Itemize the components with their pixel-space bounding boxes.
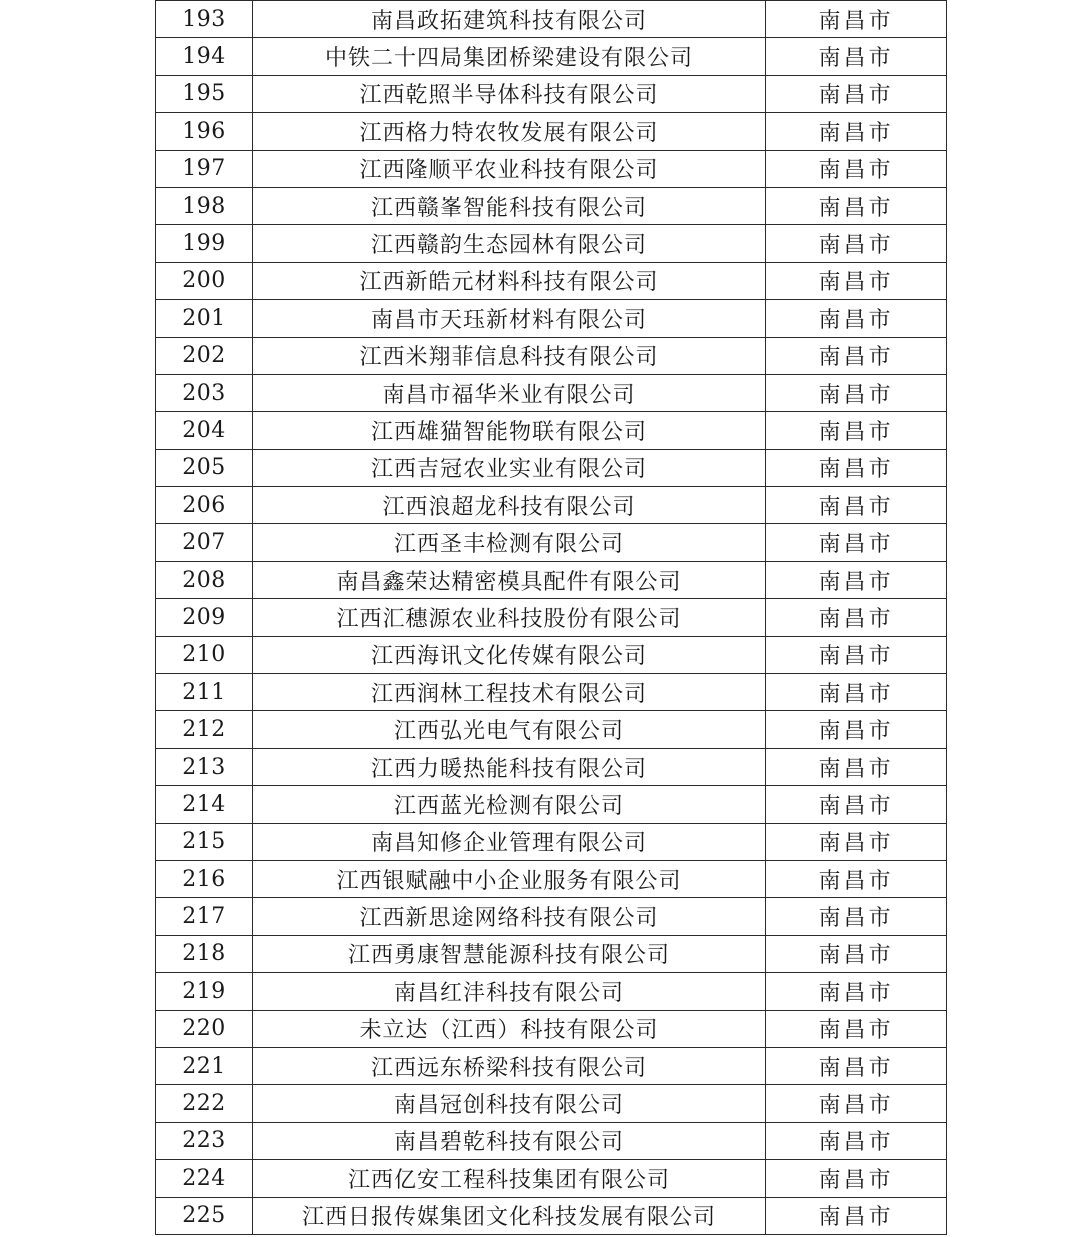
table-row	[156, 1160, 947, 1197]
company-name-cell: 江西日报传媒集团文化科技发展有限公司	[253, 1197, 766, 1234]
row-number-cell: 206	[156, 487, 253, 524]
row-number-cell: 208	[156, 561, 253, 598]
city-cell: 南昌市	[766, 711, 947, 748]
table-row	[156, 75, 947, 112]
row-number-cell: 197	[156, 150, 253, 187]
company-name-cell: 江西亿安工程科技集团有限公司	[253, 1160, 766, 1197]
city-cell: 南昌市	[766, 823, 947, 860]
table-row	[156, 1047, 947, 1084]
company-name-cell: 江西汇穗源农业科技股份有限公司	[253, 599, 766, 636]
company-name-cell: 江西隆顺平农业科技有限公司	[253, 150, 766, 187]
company-name-cell: 江西力暖热能科技有限公司	[253, 748, 766, 785]
city-cell: 南昌市	[766, 636, 947, 673]
city-cell: 南昌市	[766, 1197, 947, 1234]
city-cell: 南昌市	[766, 38, 947, 75]
table-row	[156, 786, 947, 823]
row-number-cell: 215	[156, 823, 253, 860]
row-number-cell: 212	[156, 711, 253, 748]
company-name-cell: 江西赣峯智能科技有限公司	[253, 187, 766, 224]
city-cell: 南昌市	[766, 1160, 947, 1197]
company-name-cell: 江西新皓元材料科技有限公司	[253, 262, 766, 299]
company-name-cell: 中铁二十四局集团桥梁建设有限公司	[253, 38, 766, 75]
row-number-cell: 207	[156, 524, 253, 561]
row-number-cell: 225	[156, 1197, 253, 1234]
city-cell: 南昌市	[766, 898, 947, 935]
row-number-cell: 222	[156, 1085, 253, 1122]
row-number-cell: 201	[156, 300, 253, 337]
table-row	[156, 636, 947, 673]
table-row	[156, 113, 947, 150]
city-cell: 南昌市	[766, 748, 947, 785]
row-number-cell: 194	[156, 38, 253, 75]
city-cell: 南昌市	[766, 150, 947, 187]
table-body	[156, 1, 947, 1235]
company-name-cell: 江西蓝光检测有限公司	[253, 786, 766, 823]
table-row	[156, 150, 947, 187]
row-number-cell: 223	[156, 1122, 253, 1159]
table-row	[156, 898, 947, 935]
table-row	[156, 1085, 947, 1122]
table-row	[156, 823, 947, 860]
city-cell: 南昌市	[766, 113, 947, 150]
table-row	[156, 374, 947, 411]
company-name-cell: 江西赣韵生态园林有限公司	[253, 225, 766, 262]
row-number-cell: 205	[156, 449, 253, 486]
company-name-cell: 南昌红沣科技有限公司	[253, 973, 766, 1010]
city-cell: 南昌市	[766, 1047, 947, 1084]
company-name-cell: 南昌碧乾科技有限公司	[253, 1122, 766, 1159]
table-row	[156, 187, 947, 224]
company-name-cell: 江西浪超龙科技有限公司	[253, 487, 766, 524]
row-number-cell: 213	[156, 748, 253, 785]
table-row	[156, 973, 947, 1010]
row-number-cell: 204	[156, 412, 253, 449]
city-cell: 南昌市	[766, 935, 947, 972]
city-cell: 南昌市	[766, 412, 947, 449]
company-name-cell: 南昌冠创科技有限公司	[253, 1085, 766, 1122]
company-name-cell: 未立达（江西）科技有限公司	[253, 1010, 766, 1047]
row-number-cell: 220	[156, 1010, 253, 1047]
table-row	[156, 1, 947, 38]
table-row	[156, 262, 947, 299]
table-row	[156, 1122, 947, 1159]
company-name-cell: 南昌鑫荣达精密模具配件有限公司	[253, 561, 766, 598]
row-number-cell: 216	[156, 860, 253, 897]
city-cell: 南昌市	[766, 487, 947, 524]
city-cell: 南昌市	[766, 300, 947, 337]
company-name-cell: 江西乾照半导体科技有限公司	[253, 75, 766, 112]
city-cell: 南昌市	[766, 524, 947, 561]
row-number-cell: 196	[156, 113, 253, 150]
company-name-cell: 江西润林工程技术有限公司	[253, 674, 766, 711]
company-name-cell: 江西米翔菲信息科技有限公司	[253, 337, 766, 374]
company-name-cell: 江西远东桥梁科技有限公司	[253, 1047, 766, 1084]
row-number-cell: 209	[156, 599, 253, 636]
table-row	[156, 449, 947, 486]
table-row	[156, 561, 947, 598]
row-number-cell: 219	[156, 973, 253, 1010]
table-row	[156, 1197, 947, 1234]
table-row	[156, 599, 947, 636]
row-number-cell: 218	[156, 935, 253, 972]
city-cell: 南昌市	[766, 1122, 947, 1159]
table-row	[156, 487, 947, 524]
table-row	[156, 524, 947, 561]
row-number-cell: 210	[156, 636, 253, 673]
row-number-cell: 195	[156, 75, 253, 112]
table-row	[156, 860, 947, 897]
table-row	[156, 674, 947, 711]
city-cell: 南昌市	[766, 973, 947, 1010]
row-number-cell: 217	[156, 898, 253, 935]
company-name-cell: 江西吉冠农业实业有限公司	[253, 449, 766, 486]
city-cell: 南昌市	[766, 225, 947, 262]
company-name-cell: 江西格力特农牧发展有限公司	[253, 113, 766, 150]
table-row	[156, 412, 947, 449]
row-number-cell: 193	[156, 1, 253, 38]
company-name-cell: 南昌知修企业管理有限公司	[253, 823, 766, 860]
city-cell: 南昌市	[766, 337, 947, 374]
company-name-cell: 南昌市福华米业有限公司	[253, 374, 766, 411]
table-row	[156, 300, 947, 337]
company-name-cell: 江西新思途网络科技有限公司	[253, 898, 766, 935]
table-row	[156, 711, 947, 748]
row-number-cell: 202	[156, 337, 253, 374]
table-row	[156, 748, 947, 785]
table-row	[156, 337, 947, 374]
row-number-cell: 198	[156, 187, 253, 224]
city-cell: 南昌市	[766, 561, 947, 598]
table-row	[156, 225, 947, 262]
company-name-cell: 江西银赋融中小企业服务有限公司	[253, 860, 766, 897]
company-name-cell: 江西勇康智慧能源科技有限公司	[253, 935, 766, 972]
city-cell: 南昌市	[766, 1, 947, 38]
city-cell: 南昌市	[766, 1010, 947, 1047]
row-number-cell: 203	[156, 374, 253, 411]
city-cell: 南昌市	[766, 674, 947, 711]
company-name-cell: 南昌政拓建筑科技有限公司	[253, 1, 766, 38]
row-number-cell: 211	[156, 674, 253, 711]
company-name-cell: 江西弘光电气有限公司	[253, 711, 766, 748]
city-cell: 南昌市	[766, 599, 947, 636]
table-row	[156, 38, 947, 75]
company-list-table	[155, 0, 947, 1235]
city-cell: 南昌市	[766, 1085, 947, 1122]
city-cell: 南昌市	[766, 374, 947, 411]
row-number-cell: 200	[156, 262, 253, 299]
city-cell: 南昌市	[766, 75, 947, 112]
city-cell: 南昌市	[766, 860, 947, 897]
table-row	[156, 935, 947, 972]
table-row	[156, 1010, 947, 1047]
row-number-cell: 221	[156, 1047, 253, 1084]
company-name-cell: 江西海讯文化传媒有限公司	[253, 636, 766, 673]
company-name-cell: 江西雄猫智能物联有限公司	[253, 412, 766, 449]
row-number-cell: 224	[156, 1160, 253, 1197]
city-cell: 南昌市	[766, 187, 947, 224]
row-number-cell: 214	[156, 786, 253, 823]
city-cell: 南昌市	[766, 449, 947, 486]
company-name-cell: 江西圣丰检测有限公司	[253, 524, 766, 561]
city-cell: 南昌市	[766, 262, 947, 299]
city-cell: 南昌市	[766, 786, 947, 823]
company-name-cell: 南昌市天珏新材料有限公司	[253, 300, 766, 337]
row-number-cell: 199	[156, 225, 253, 262]
